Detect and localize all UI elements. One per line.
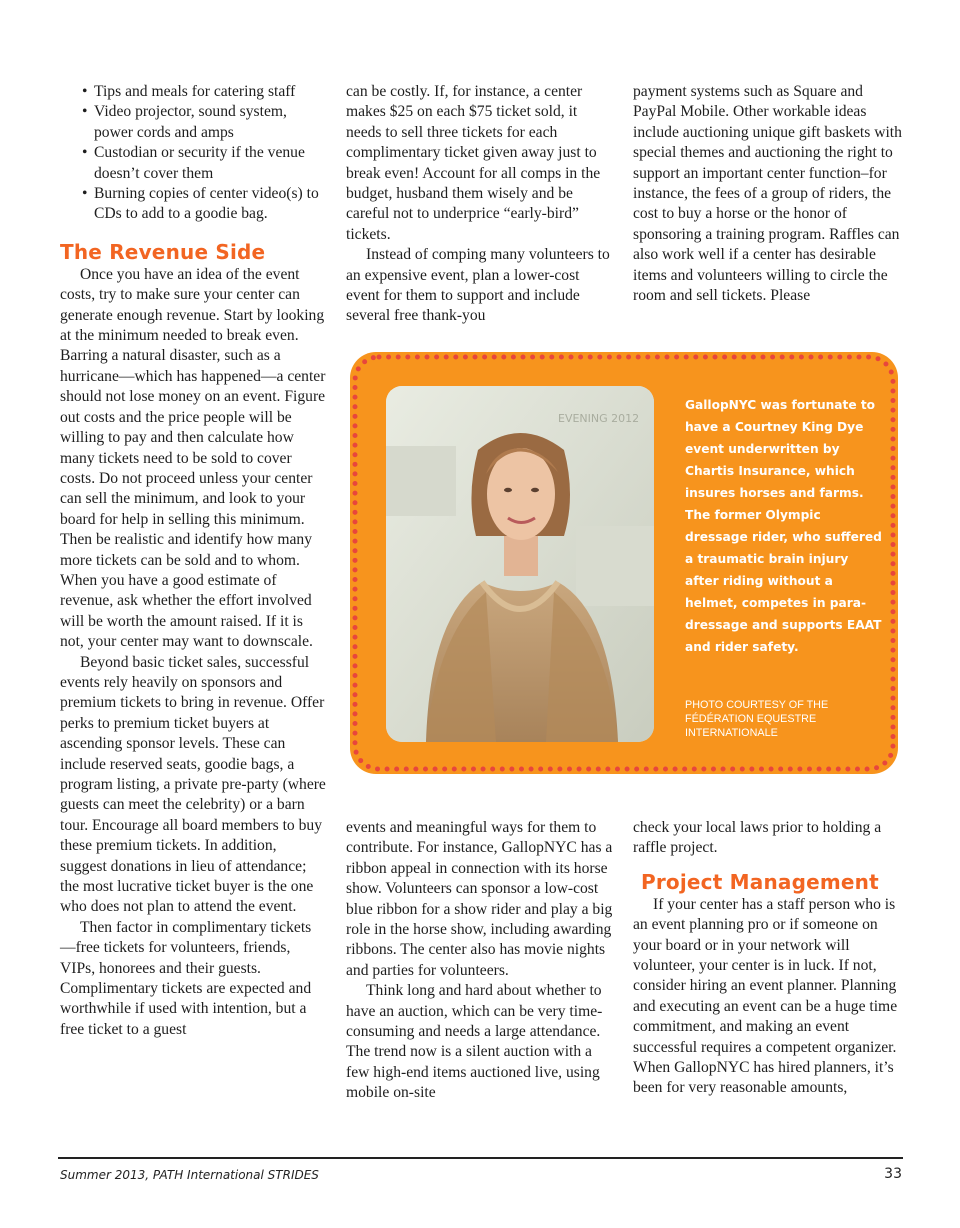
photo-credit: PHOTO COURTESY OF THE FÉDÉRATION EQUESTRE INTERNATIONALE [685,699,829,739]
column-right-bottom [633,818,905,1099]
section-heading-revenue: The Revenue Side [60,239,266,264]
footer-divider [58,1157,903,1159]
body-paragraph: Instead of comping many volunteers to an expensive event, plan a lower-cost event for them to support and include several free thank-you [346,246,610,325]
body-paragraph: events and meaningful ways for them to contribute. For instance, GallopNYC has a ribbon appeal in connection with its horse show. Volunteers can sponsor a low-cost blue ribbon for a show rider and play a big role in the horse show, including awarding ribbons. The center also has movie nights and parties for volunteers. [346,819,613,979]
column-middle-top [346,82,616,327]
portrait-photo [386,386,654,742]
body-paragraph: If your center has a staff person who is an event planning pro or if someone on your board or in your network will volunteer, your center is in luck. If not, consider hiring an event planner. Planning and executing an event can be a huge time commitment, and making an event successful requires a competent organizer. When GallopNYC has hired planners, it’s been for very reasonable amounts, [633,895,898,1097]
body-paragraph: check your local laws prior to holding a raffle project. [633,819,882,857]
column-right-top [633,82,905,306]
body-paragraph: Then factor in complimentary tickets—free tickets for volunteers, friends, VIPs, honorees and their guests. Complimentary tickets are expected and worthwhile if used with intention, but a free ticket to a guest [60,918,312,1038]
body-paragraph: can be costly. If, for instance, a center makes $25 on each $75 ticket sold, it needs to sell three tickets for each complimentary ticket given away just to break even! Account for all comps in the budget, husband them wisely and be careful not to underprice “early-bird” tickets. [346,83,601,243]
page-number: 33 [884,1166,902,1182]
cost-bullet-list [60,82,326,225]
footer-publication: Summer 2013, PATH International STRIDES [60,1168,319,1182]
portrait-photo-icon [386,386,654,742]
photo-caption: GallopNYC was fortunate to have a Courtney King Dye event underwritten by Chartis Insurance, which insures horses and farms. The former Olympic dressage rider, who suffered a traumatic brain injury after riding without a helmet, competes in para-dressage and supports EAAT and rider safety. [685,398,882,654]
list-item: • Tips and meals for catering staff [60,82,326,102]
section-heading-project-management: Project Management [641,869,879,894]
body-paragraph: payment systems such as Square and PayPal Mobile. Other workable ideas include auctioning unique gift baskets with special themes and auctioning the right to support an important center function–for instance, the fees of a group of riders, the cost to buy a horse or the honor of sponsoring a training program. Raffles can also work well if a center has desirable items and volunteers willing to circle the room and sell tickets. Please [633,83,902,305]
list-item: • Custodian or security if the venue doesn’t cover them [60,143,326,184]
list-item: • Burning copies of center video(s) to CDs to add to a goodie bag. [60,184,326,225]
photo-sidebar [350,352,898,774]
background-banner-text: EVENING 2012 [558,412,640,425]
body-paragraph: Once you have an idea of the event costs, try to make sure your center can generate enough revenue. Start by looking at the minimum needed to break even. Barring a natural disaster, such as a hurricane—which has happened—a center should not lose money on an event. Figure out costs and the price people will be willing to pay and then calculate how many tickets need to be sold to cover costs. Do not proceed unless your center can sell the minimum, and look to your board for help in selling this minimum. Then be realistic and identify how many more tickets can be sold and to whom. When you have a good estimate of revenue, ask whether the effort involved will be worth the amount raised. If it is not, your center may want to downscale. [60,265,326,651]
body-paragraph: Beyond basic ticket sales, successful events rely heavily on sponsors and premium tickets to bring in revenue. Offer perks to premium ticket buyers at ascending sponsor levels. These can include reserved seats, goodie bags, a program listing, a private pre-party (where guests can meet the celebrity) or a barn tour. Encourage all board members to buy these premium tickets. In addition, suggest donations in lieu of attendance; the most lucrative ticket buyer is the one who does not plan to attend the event. [60,653,326,916]
body-paragraph: Think long and hard about whether to have an auction, which can be very time-consuming and needs a large attendance. The trend now is a silent auction with a few high-end items auctioned live, using mobile on-site [346,982,603,1102]
column-middle-bottom [346,818,618,1104]
column-left [60,82,326,1040]
list-item: • Video projector, sound system, power cords and amps [60,102,326,143]
